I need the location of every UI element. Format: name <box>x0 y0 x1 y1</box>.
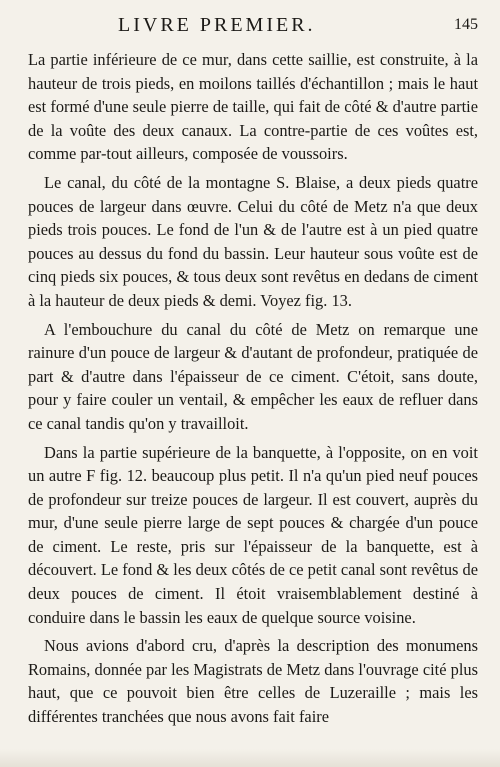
running-head: LIVRE PREMIER. <box>118 14 316 36</box>
paragraph-3: A l'embouchure du canal du côté de Metz on remarque une rainure d'un pouce de largeur & d'autant de profondeur, pratiquée de part & d'autre dans l'épaisseur de ce ciment. C'étoit, sans doute, pour y faire couler un ventail, & empêcher les eaux de refluer dans ce canal tandis qu'on y travailloit. <box>28 319 478 433</box>
paragraph-5: Nous avions d'abord cru, d'après la description des monumens Romains, donnée par les Magistrats de Metz dans l'ouvrage cité plus haut, que ce pouvoit bien être celles de Luzeraille ; mais les différentes tranchées que nous avons fait faire <box>28 636 478 727</box>
page-edge-shadow <box>0 749 500 767</box>
paragraph-2: Le canal, du côté de la montagne S. Blaise, a deux pieds quatre pouces de largeur dans œuvre. Celui du côté de Metz n'a que deux pieds trois pouces. Le fond de l'un & de l'autre est à un pied quatre pouces au dessus du fond du bassin. Leur hauteur sous voûte est de cinq pieds six pouces, & tous deux sont revêtus en dedans de ciment à la hauteur de deux pieds & demi. Voyez fig. 13. <box>28 172 478 310</box>
paragraph-1: La partie inférieure de ce mur, dans cette saillie, est construite, à la hauteur de trois pieds, en moilons taillés d'échantillon ; mais le haut est formé d'une seule pierre de taille, qui fait de côté & d'autre partie de la voûte des deux canaux. La contre-partie de ces voûtes est, comme par-tout ailleurs, composée de voussoirs. <box>28 50 478 164</box>
page-number: 145 <box>454 16 478 33</box>
page-header <box>28 10 478 40</box>
page-body <box>28 48 478 729</box>
paragraph-4: Dans la partie supérieure de la banquette, à l'opposite, on en voit un autre F fig. 12. beaucoup plus petit. Il n'a qu'un pied neuf pouces de profondeur sur treize pouces de largeur. Il est couvert, auprès du mur, d'une seule pierre large de sept pouces & chargée d'un pouce de ciment. Le reste, pris sur l'épaisseur de la banquette, est à découvert. Le fond & les deux côtés de ce petit canal sont revêtus de deux pouces de ciment. Il étoit vraisemblablement destiné à conduire dans le bassin les eaux de quelque source voisine. <box>28 442 478 627</box>
